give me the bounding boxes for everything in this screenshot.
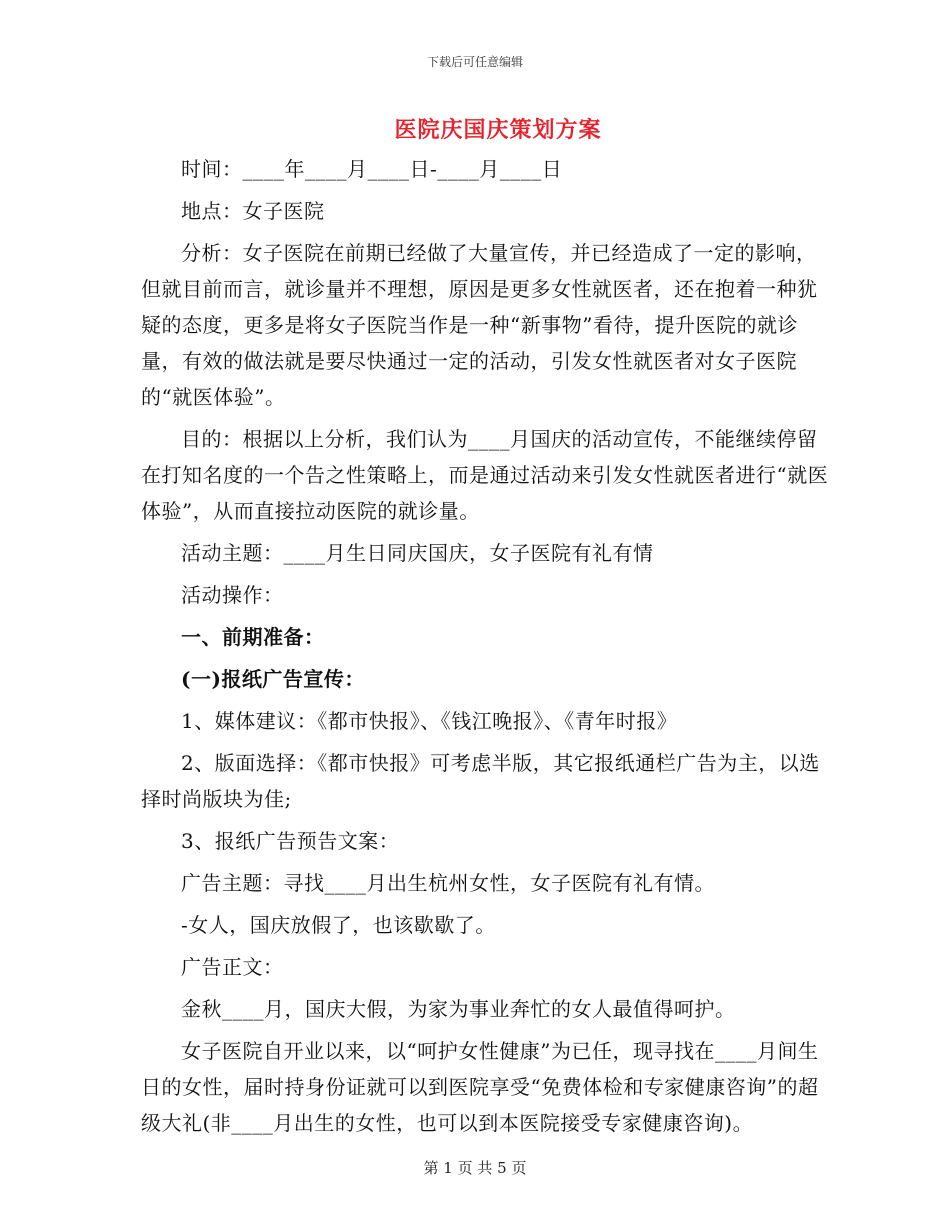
document-body: [141, 151, 831, 1141]
paragraph-analysis: 分析：女子医院在前期已经做了大量宣传，并已经造成了一定的影响，但就目前而言，就诊量并不理想，原因是更多女性就医者，还在抱着一种犹疑的态度，更多是将女子医院当作是一种“新事物”看待，提升医院的就诊量，有效的做法就是要尽快通过一定的活动，引发女性就医者对女子医院的“就医体验”。: [141, 241, 818, 409]
paragraph-time: 时间：____年____月____日-____月____日: [181, 157, 563, 181]
header-note: 下载后可任意编辑: [426, 55, 523, 69]
paragraph-copy-heading: 3、报纸广告预告文案：: [181, 829, 400, 853]
paragraph-ad-body-1: 金秋____月，国庆大假，为家为事业奔忙的女人最值得呵护。: [181, 997, 736, 1021]
heading-preparation: 一、前期准备：: [181, 625, 325, 649]
paragraph-ad-body-label: 广告正文：: [181, 955, 284, 979]
paragraph-theme: 活动主题：____月生日同庆国庆，女子医院有礼有情: [181, 541, 654, 565]
paragraph-ad-body-2: 女子医院自开业以来，以“呵护女性健康”为已任，现寻找在____月间生日的女性，届时持身份证就可以到医院享受“免费体检和专家健康咨询”的超级大礼(非____月出生的女性，也可以到本医院接受专家健康咨询)。: [141, 1039, 819, 1135]
document-title: 医院庆国庆策划方案: [394, 118, 602, 143]
paragraph-purpose: 目的：根据以上分析，我们认为____月国庆的活动宣传，不能继续停留在打知名度的一个告之性策略上，而是通过活动来引发女性就医者进行“就医体验”，从而直接拉动医院的就诊量。: [141, 427, 829, 523]
paragraph-ad-theme: 广告主题：寻找____月出生杭州女性，女子医院有礼有情。: [181, 871, 715, 895]
paragraph-operation: 活动操作：: [181, 583, 284, 607]
paragraph-media: 1、媒体建议：《都市快报》、《钱江晚报》、《青年时报》: [181, 709, 678, 733]
heading-newspaper-ads: (一)报纸广告宣传：: [181, 667, 365, 691]
paragraph-location: 地点：女子医院: [181, 199, 325, 223]
paragraph-layout: 2、版面选择：《都市快报》可考虑半版，其它报纸通栏广告为主，以选择时尚版块为佳;: [141, 751, 820, 811]
page-indicator: 第 1 页 共 5 页: [423, 1159, 527, 1177]
paragraph-ad-tagline: -女人，国庆放假了，也该歇歇了。: [181, 913, 496, 937]
